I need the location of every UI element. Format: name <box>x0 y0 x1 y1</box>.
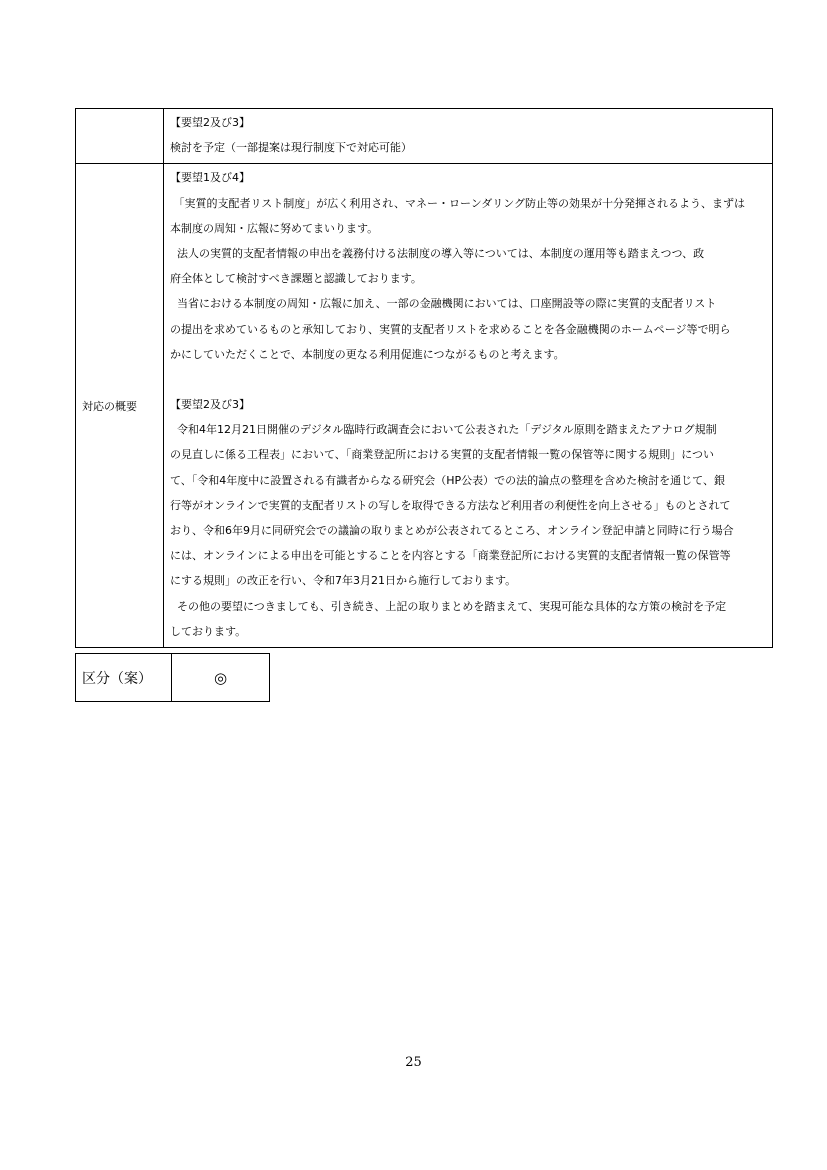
text-line: 当省における本制度の周知・広報に加え、一部の金融機関においては、口座開設等の際に実質的支配者リスト <box>177 297 717 311</box>
text-line: 令和4年12月21日開催のデジタル臨時行政調査会において公表された「デジタル原則を踏まえたアナログ規制 <box>177 423 717 437</box>
text-line: には、オンラインによる申出を可能とすることを内容とする「商業登記所における実質的支配者情報一覧の保管等 <box>170 549 731 563</box>
text-line: の提出を求めているものと承知しており、実質的支配者リストを求めることを各金融機関のホームページ等で明ら <box>170 322 731 336</box>
response-table <box>75 108 773 648</box>
section-heading: 【要望1及び4】 <box>170 171 250 185</box>
text-line: その他の要望につきましても、引き続き、上記の取りまとめを踏まえて、実現可能な具体的な方策の検討を予定 <box>177 599 727 613</box>
text-line: 府全体として検討すべき課題と認識しております。 <box>170 272 422 286</box>
text-line: 「実質的支配者リスト制度」が広く利用され、マネー・ローンダリング防止等の効果が十分発揮されるよう、まずは <box>173 196 746 210</box>
text-line: 【要望2及び3】 <box>170 116 250 129</box>
top-content-cell <box>164 109 773 164</box>
text-line: しております。 <box>170 624 247 638</box>
blank-line <box>170 367 766 392</box>
page-number: 25 <box>405 1055 422 1070</box>
text-line: の見直しに係る工程表」において、「商業登記所における実質的支配者情報一覧の保管等に関する規則」につい <box>170 448 715 462</box>
text-line: かにしていただくことで、本制度の更なる利用促進につながるものと考えます。 <box>170 347 565 361</box>
table-row <box>76 654 270 702</box>
section-heading: 【要望2及び3】 <box>170 398 250 412</box>
table-row <box>76 164 773 648</box>
text-line: 本制度の周知・広報に努めてまいります。 <box>170 221 379 235</box>
empty-label-cell <box>76 109 164 164</box>
text-line: 法人の実質的支配者情報の申出を義務付ける法制度の導入等については、本制度の運用等も踏まえつつ、政 <box>177 246 705 260</box>
response-label: 対応の概要 <box>76 164 164 648</box>
classification-label: 区分（案） <box>76 654 172 702</box>
text-line: 検討を予定（一部提案は現行制度下で対応可能） <box>170 141 412 155</box>
classification-table <box>75 653 270 702</box>
text-line: にする規則」の改正を行い、令和7年3月21日から施行しております。 <box>170 574 517 588</box>
text-line: 行等がオンラインで実質的支配者リストの写しを取得できる方法など利用者の利便性を向上させる」ものとされて <box>170 498 731 512</box>
text-line: おり、令和6年9月に同研究会での議論の取りまとめが公表されてるところ、オンライン登記申請と同時に行う場合 <box>170 524 734 537</box>
response-content-cell <box>164 164 773 648</box>
table-row <box>76 109 773 164</box>
text-line: て、「令和4年度中に設置される有識者からなる研究会（HP公表）での法的論点の整理を含めた検討を通じて、銀 <box>170 473 725 487</box>
classification-value: ◎ <box>172 654 270 702</box>
